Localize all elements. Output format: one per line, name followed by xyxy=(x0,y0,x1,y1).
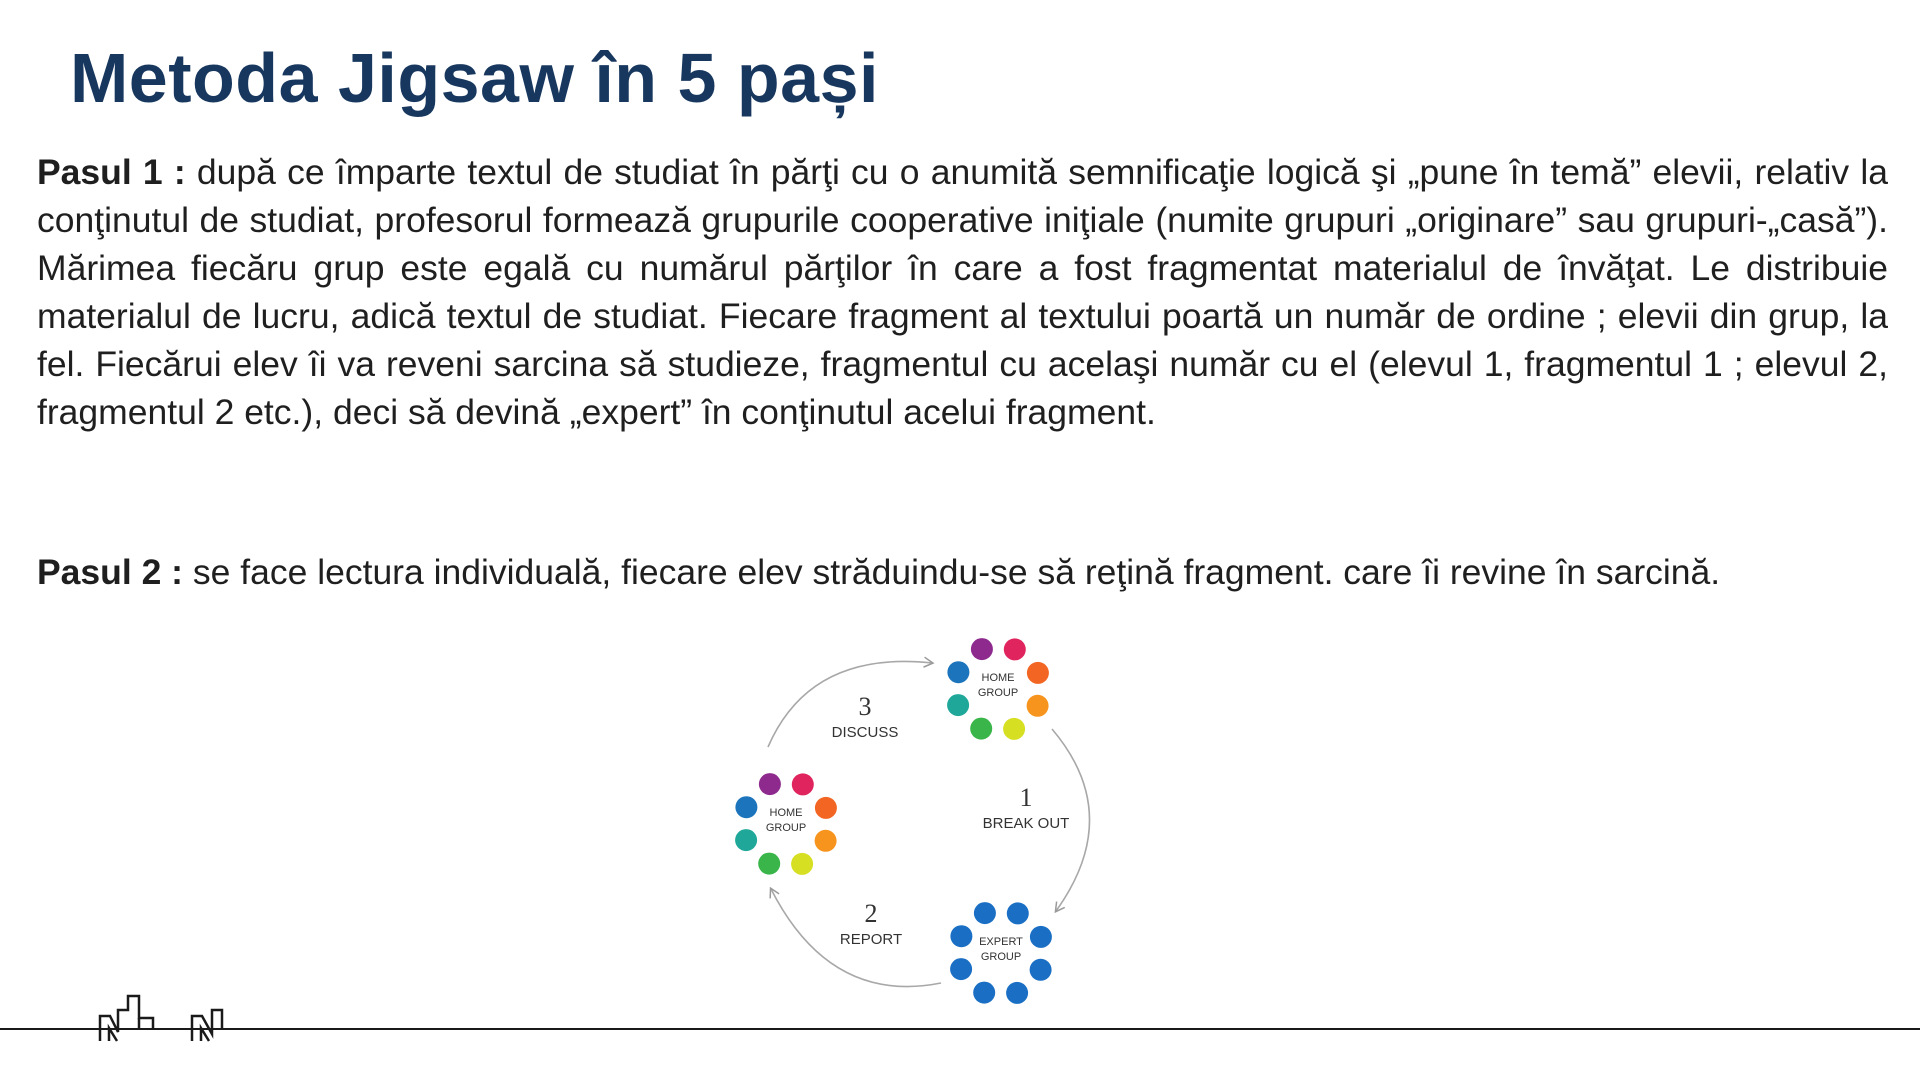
step-2-paragraph xyxy=(37,548,1888,596)
expert-group-label-line1: EXPERT xyxy=(979,936,1023,948)
step-2-text: se face lectura individuală, fiecare elev străduindu-se să reţină fragment. care îi revine în sarcină. xyxy=(183,552,1721,592)
phase-3-number: 3 xyxy=(858,692,872,721)
step-2-label: Pasul 2 : xyxy=(37,552,184,592)
home-group-left-member-dot xyxy=(815,830,837,852)
home-group-left-member-dot xyxy=(735,796,757,818)
home-group-top-label-line1: HOME xyxy=(981,672,1015,684)
jigsaw-cycle-svg xyxy=(720,625,1100,1015)
home-group-top-member-dot xyxy=(1004,638,1026,660)
expert-group-member-dot xyxy=(973,982,995,1004)
expert-group-member-dot xyxy=(1030,959,1052,981)
step-1-text: după ce împarte textul de studiat în părţi cu o anumită semnificaţie logică şi „pune în temă” elevii, relativ la conţinutul de studiat, profesorul formează grupurile cooperative iniţiale (numite grupuri „originare” sau grupuri-„casă”). Mărimea fiecăru grup este egală cu numărul părţilor în care a fost fragmentat materialul de învăţat. Le distribuie materialul de lucru, adică textul de studiat. Fiecare fragment al textului poartă un număr de ordine ; elevii din grup, la fel. Fiecărui elev îi va reveni sarcina să studieze, fragmentul cu acelaşi număr cu el (elevul 1, fragmentul 1 ; elevul 2, fragmentul 2 etc.), deci să devină „expert” în conţinutul acelui fragment. xyxy=(37,152,1888,432)
expert-group-member-dot xyxy=(1007,902,1029,924)
phase-2-label: REPORT xyxy=(839,931,903,948)
expert-group-member-dot xyxy=(950,925,972,947)
home-group-left-member-dot xyxy=(792,773,814,795)
phase-1-number: 1 xyxy=(1019,783,1033,812)
home-group-left-label-line2: GROUP xyxy=(765,822,807,834)
institution-logo-icon xyxy=(95,988,235,1048)
footer-divider xyxy=(0,1028,1920,1030)
home-group-left-member-dot xyxy=(815,797,837,819)
expert-group-label-line2: GROUP xyxy=(980,951,1022,963)
expert-group-member-dot xyxy=(974,902,996,924)
step-1-label: Pasul 1 : xyxy=(37,152,186,192)
phase-2-number: 2 xyxy=(864,899,878,928)
home-group-top-member-dot xyxy=(970,718,992,740)
home-group-left-member-dot xyxy=(791,853,813,875)
jigsaw-cycle-diagram xyxy=(720,625,1100,1015)
expert-group-member-dot xyxy=(950,958,972,980)
home-group-top-member-dot xyxy=(947,661,969,683)
home-group-top-member-dot xyxy=(971,638,993,660)
home-group-top-label-line2: GROUP xyxy=(977,687,1019,699)
home-group-top-member-dot xyxy=(947,694,969,716)
home-group-left-label-line1: HOME xyxy=(769,807,803,819)
home-group-top-member-dot xyxy=(1027,662,1049,684)
home-group-top-member-dot xyxy=(1027,695,1049,717)
expert-group-member-dot xyxy=(1006,982,1028,1004)
home-group-left-member-dot xyxy=(735,829,757,851)
slide-title: Metoda Jigsaw în 5 pași xyxy=(70,39,879,117)
phase-3-label: DISCUSS xyxy=(831,724,899,741)
home-group-top-member-dot xyxy=(1003,718,1025,740)
home-group-left-member-dot xyxy=(759,773,781,795)
phase-1-label: BREAK OUT xyxy=(982,815,1070,832)
expert-group-member-dot xyxy=(1030,926,1052,948)
step-1-paragraph xyxy=(37,148,1888,436)
home-group-left-member-dot xyxy=(758,853,780,875)
